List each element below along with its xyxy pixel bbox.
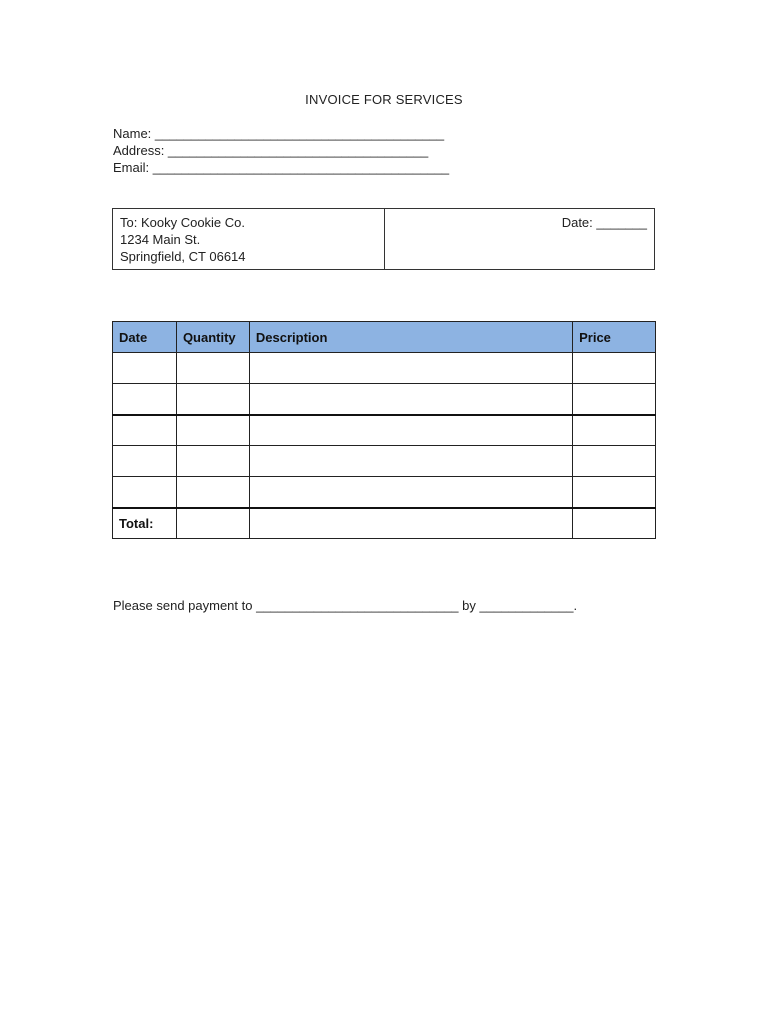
column-header-quantity: Quantity bbox=[176, 322, 249, 353]
cell-quantity bbox=[176, 415, 249, 446]
cell-description bbox=[249, 415, 572, 446]
total-price-cell bbox=[573, 508, 656, 539]
recipient-street: 1234 Main St. bbox=[120, 232, 201, 247]
cell-date bbox=[113, 477, 177, 508]
cell-quantity bbox=[176, 446, 249, 477]
cell-description bbox=[249, 477, 572, 508]
address-field-line: Address: ____________________________________ bbox=[113, 143, 429, 158]
recipient-box bbox=[112, 208, 655, 270]
cell-description bbox=[249, 353, 572, 384]
cell-quantity bbox=[176, 477, 249, 508]
column-header-description: Description bbox=[249, 322, 572, 353]
cell-date bbox=[113, 415, 177, 446]
column-header-price: Price bbox=[573, 322, 656, 353]
cell-date bbox=[113, 446, 177, 477]
cell-date bbox=[113, 384, 177, 415]
total-row bbox=[113, 508, 656, 539]
email-field-line: Email: _________________________________________ bbox=[113, 160, 450, 175]
table-row bbox=[113, 415, 656, 446]
total-description-cell bbox=[249, 508, 572, 539]
table-row bbox=[113, 477, 656, 508]
cell-description bbox=[249, 446, 572, 477]
total-label: Total: bbox=[113, 508, 177, 539]
cell-description bbox=[249, 384, 572, 415]
sender-info bbox=[113, 125, 449, 176]
table-row bbox=[113, 384, 656, 415]
name-field-line: Name: ________________________________________ bbox=[113, 126, 445, 141]
recipient-city: Springfield, CT 06614 bbox=[120, 249, 246, 264]
column-header-date: Date bbox=[113, 322, 177, 353]
cell-price bbox=[573, 353, 656, 384]
invoice-date: Date: _______ bbox=[561, 215, 647, 230]
cell-date bbox=[113, 353, 177, 384]
cell-price bbox=[573, 415, 656, 446]
cell-price bbox=[573, 477, 656, 508]
cell-quantity bbox=[176, 353, 249, 384]
table-row bbox=[113, 446, 656, 477]
cell-price bbox=[573, 446, 656, 477]
line-items-table bbox=[112, 321, 656, 539]
cell-price bbox=[573, 384, 656, 415]
payment-instructions: Please send payment to ____________________________ by _____________. bbox=[113, 598, 578, 613]
table-row bbox=[113, 353, 656, 384]
cell-quantity bbox=[176, 384, 249, 415]
recipient-to: To: Kooky Cookie Co. bbox=[120, 215, 246, 230]
table-header-row bbox=[113, 322, 656, 353]
total-quantity-cell bbox=[176, 508, 249, 539]
recipient-address bbox=[113, 209, 385, 269]
invoice-title: INVOICE FOR SERVICES bbox=[305, 92, 463, 107]
